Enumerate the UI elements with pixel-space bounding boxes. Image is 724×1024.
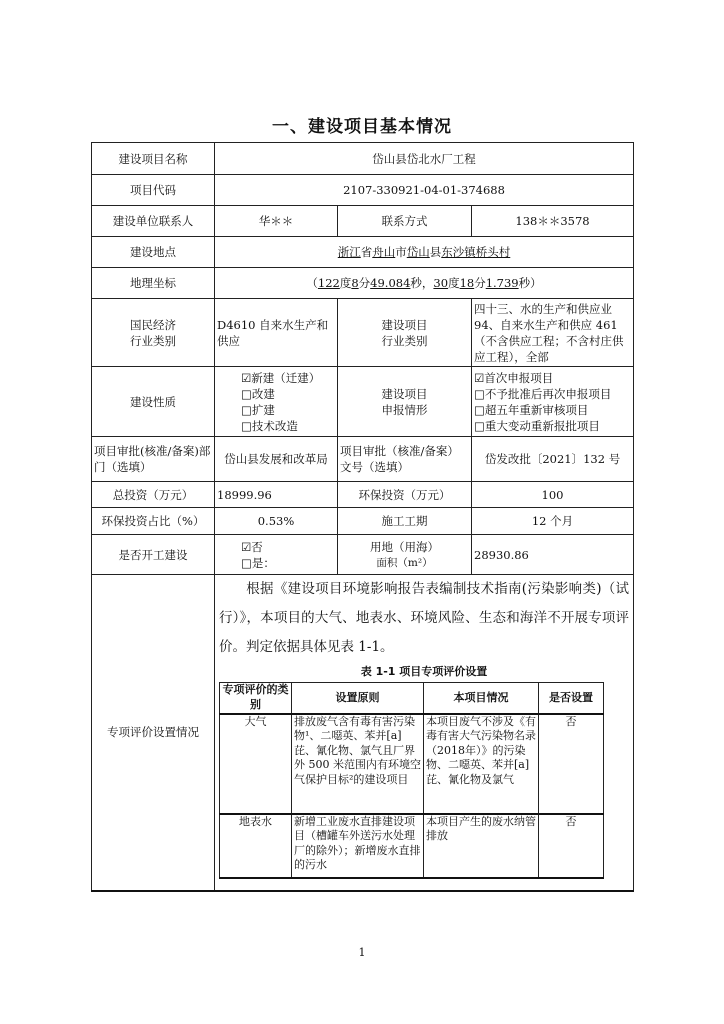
coord-lat-sec: 1.739 — [485, 276, 519, 290]
location-city-suffix: 市 — [395, 245, 407, 259]
row-special — [92, 575, 634, 891]
row-approval — [92, 437, 634, 482]
value-approval-doc: 岱发改批〔2021〕132 号 — [472, 437, 634, 482]
header-situation: 本项目情况 — [424, 683, 539, 714]
value-env-investment: 100 — [472, 482, 634, 508]
declare-option-first[interactable]: ☑首次申报项目 — [474, 370, 554, 385]
label-env-investment: 环保投资（万元） — [338, 482, 472, 508]
label-project-industry: 建设项目 行业类别 — [338, 299, 472, 367]
coord-lon-min: 8 — [351, 276, 359, 290]
row-location — [92, 237, 634, 268]
value-land: 28930.86 — [472, 535, 634, 575]
location-city: 舟山 — [372, 245, 396, 259]
cell-situation: 本项目产生的废水纳管排放 — [424, 814, 539, 878]
location-province-suffix: 省 — [360, 245, 373, 259]
label-land — [338, 535, 472, 575]
coord-lon-deg: 122 — [317, 276, 340, 290]
coord-lat-min: 18 — [459, 276, 475, 290]
label-nature: 建设性质 — [92, 367, 215, 437]
page-number: 1 — [358, 946, 366, 959]
started-options — [215, 535, 338, 575]
location-county: 岱山 — [406, 245, 430, 259]
cell-situation: 本项目废气不涉及《有毒有害大气污染物名录（2018年）》的污染物、二噁英、苯并[a]芘、氰化物及氯气 — [424, 714, 539, 814]
row-started — [92, 535, 634, 575]
value-contact-method: 138＊＊3578 — [472, 206, 634, 237]
coord-lat-deg-unit: 度 — [448, 276, 460, 290]
special-table-header — [220, 683, 604, 714]
label-env-ratio: 环保投资占比（%） — [92, 508, 215, 535]
label-industry: 国民经济 行业类别 — [92, 299, 215, 367]
special-content — [215, 575, 634, 891]
label-started: 是否开工建设 — [92, 535, 215, 575]
cell-principle: 排放废气含有毒有害污染物¹、二噁英、苯并[a]芘、氰化物、氯气且厂界外 500 米范围内有环境空气保护目标²的建设项目 — [292, 714, 424, 814]
row-contact — [92, 206, 634, 237]
label-land-line1: 用地（用海） — [370, 539, 439, 554]
page-title: 一、建设项目基本情况 — [272, 117, 452, 137]
label-contact: 建设单位联系人 — [92, 206, 215, 237]
value-period: 12 个月 — [472, 508, 634, 535]
coord-close: 秒） — [518, 276, 542, 290]
cell-set: 否 — [539, 714, 604, 814]
declare-option-major-change[interactable]: □重大变动重新报批项目 — [474, 418, 600, 433]
value-contact: 华＊＊ — [215, 206, 338, 237]
nature-option-new[interactable]: ☑新建（迁建） — [241, 370, 321, 385]
row-industry — [92, 299, 634, 367]
cell-set: 否 — [539, 814, 604, 878]
location-province: 浙江 — [337, 245, 361, 259]
nature-option-expand[interactable]: □扩建 — [241, 402, 275, 417]
row-env-ratio — [92, 508, 634, 535]
special-paragraph — [215, 575, 633, 662]
row-project-name — [92, 143, 634, 175]
declare-option-five-years[interactable]: □超五年重新审核项目 — [474, 402, 589, 417]
nature-option-rebuild[interactable]: □改建 — [241, 386, 275, 401]
cell-principle: 新增工业废水直排建设项目（槽罐车外送污水处理厂的除外）；新增废水直排的污水 — [292, 814, 424, 878]
location-county-suffix: 县 — [429, 245, 442, 259]
special-table — [219, 682, 604, 879]
label-period: 施工工期 — [338, 508, 472, 535]
started-option-yes[interactable]: □是： — [241, 555, 275, 570]
label-approval: 项目审批(核准/备案)部门（选填） — [92, 437, 215, 482]
project-info-table — [91, 142, 634, 892]
cell-category: 大气 — [220, 714, 292, 814]
label-declare: 建设项目 申报情形 — [338, 367, 472, 437]
table-row — [220, 714, 604, 814]
coord-lon-min-unit: 分 — [358, 276, 371, 290]
value-env-ratio: 0.53% — [215, 508, 338, 535]
label-approval-doc: 项目审批（核准/备案）文号（选填） — [338, 437, 472, 482]
started-option-no[interactable]: ☑否 — [241, 539, 263, 554]
header-set: 是否设置 — [539, 683, 604, 714]
value-project-code: 2107-330921-04-01-374688 — [215, 175, 634, 206]
value-project-name: 岱山县岱北水厂工程 — [215, 143, 634, 175]
coord-lon-sec-unit: 秒， — [410, 276, 434, 290]
value-investment: 18999.96 — [215, 482, 338, 508]
label-project-code: 项目代码 — [92, 175, 215, 206]
label-location: 建设地点 — [92, 237, 215, 268]
coord-lon-sec: 49.084 — [370, 276, 411, 290]
value-coordinates — [215, 268, 634, 299]
cell-category: 地表水 — [220, 814, 292, 878]
header-principle: 设置原则 — [292, 683, 424, 714]
label-investment: 总投资（万元） — [92, 482, 215, 508]
coord-open: （ — [306, 276, 318, 290]
value-approval: 岱山县发展和改革局 — [215, 437, 338, 482]
nature-options — [215, 367, 338, 437]
row-investment — [92, 482, 634, 508]
label-project-name: 建设项目名称 — [92, 143, 215, 175]
table-row — [220, 814, 604, 878]
coord-lat-deg: 30 — [433, 276, 449, 290]
label-special: 专项评价设置情况 — [92, 575, 215, 891]
special-paragraph-text: 根据《建设项目环境影响报告表编制技术指南(污染影响类)（试行）》，本项目的大气、地表水、环境风险、生态和海洋不开展专项评价。判定依据具体见表 1-1。 — [219, 581, 630, 655]
label-coordinates: 地理坐标 — [92, 268, 215, 299]
row-coordinates — [92, 268, 634, 299]
row-nature — [92, 367, 634, 437]
coord-lon-deg-unit: 度 — [339, 276, 352, 290]
declare-options — [472, 367, 634, 437]
value-industry: D4610 自来水生产和供应 — [215, 299, 338, 367]
location-town: 东沙镇桥头村 — [441, 245, 511, 259]
label-contact-method: 联系方式 — [338, 206, 472, 237]
value-location — [215, 237, 634, 268]
declare-option-resubmit[interactable]: □不予批准后再次申报项目 — [474, 386, 612, 401]
label-land-line2: 面积（m²） — [376, 556, 433, 569]
sub-table-title: 表 1-1 项目专项评价设置 — [360, 665, 488, 678]
value-project-industry: 四十三、水的生产和供应业 94、自来水生产和供应 461（不含供应工程；不含村庄供应工程），全部 — [472, 299, 634, 367]
row-project-code — [92, 175, 634, 206]
header-category: 专项评价的类别 — [220, 683, 292, 714]
coord-lat-min-unit: 分 — [474, 276, 486, 290]
nature-option-tech[interactable]: □技术改造 — [241, 418, 298, 433]
